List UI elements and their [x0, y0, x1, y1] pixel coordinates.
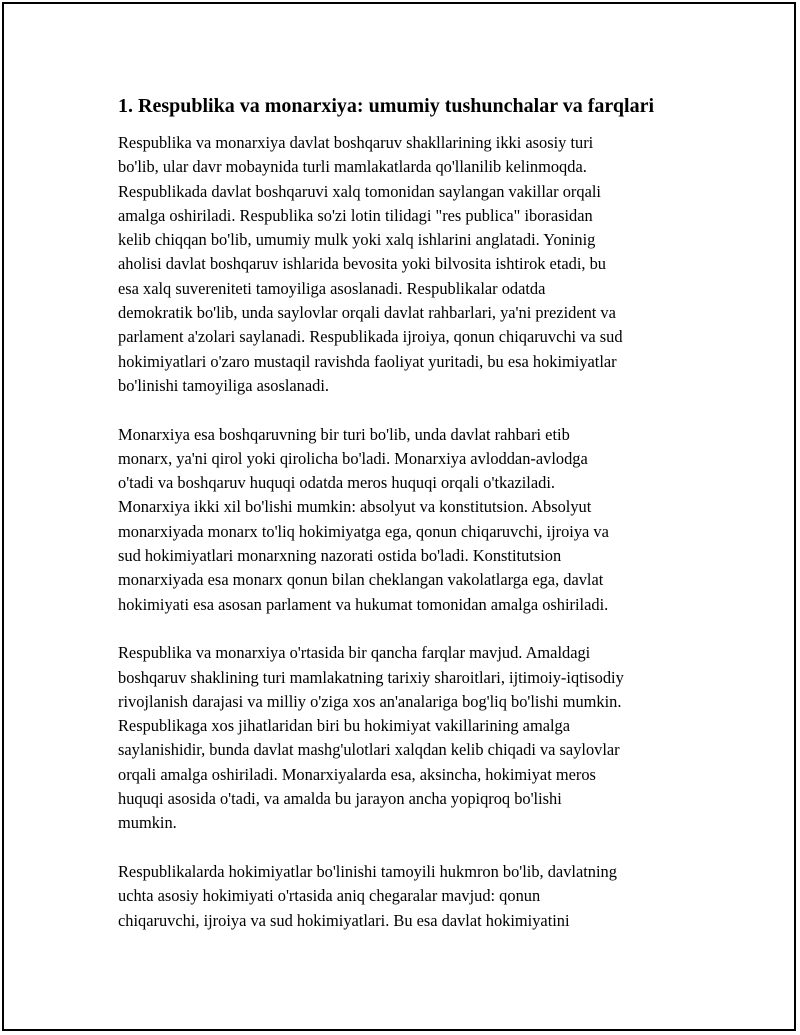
text-line: monarx, ya'ni qirol yoki qirolicha bo'ladi. Monarxiya avloddan-avlodga	[118, 448, 588, 468]
section-heading: 1. Respublika va monarxiya: umumiy tushunchalar va farqlari	[118, 95, 655, 117]
paragraph-respublika-intro	[118, 131, 692, 398]
text-line: monarxiyada monarx to'liq hokimiyatga ega, qonun chiqaruvchi, ijroiya va	[118, 521, 609, 541]
text-line: demokratik bo'lib, unda saylovlar orqali davlat rahbarlari, ya'ni prezident va	[118, 303, 616, 323]
text-line: parlament a'zolari saylanadi. Respublikada ijroiya, qonun chiqaruvchi va sud	[118, 327, 623, 347]
text-line: Respublikalarda hokimiyatlar bo'linishi tamoyili hukmron bo'lib, davlatning	[118, 861, 617, 881]
document-content	[118, 94, 692, 957]
text-line: chiqaruvchi, ijroiya va sud hokimiyatlari. Bu esa davlat hokimiyatini	[118, 910, 570, 930]
text-line: sud hokimiyatlari monarxning nazorati ostida bo'ladi. Konstitutsion	[118, 546, 562, 566]
text-line: orqali amalga oshiriladi. Monarxiyalarda esa, aksincha, hokimiyat meros	[118, 764, 596, 784]
text-line: amalga oshiriladi. Respublika so'zi lotin tilidagi "res publica" iborasidan	[118, 205, 593, 225]
paragraph-hokimiyatlar-bolinishi	[118, 860, 692, 933]
text-line: o'tadi va boshqaruv huquqi odatda meros huquqi orqali o'tkaziladi.	[118, 473, 555, 493]
text-line: Respublikaga xos jihatlaridan biri bu hokimiyat vakillarining amalga	[118, 716, 571, 736]
text-line: esa xalq suvereniteti tamoyiliga asoslanadi. Respublikalar odatda	[118, 278, 546, 298]
text-line: Respublika va monarxiya o'rtasida bir qancha farqlar mavjud. Amaldagi	[118, 643, 591, 663]
text-line: bo'lib, ular davr mobaynida turli mamlakatlarda qo'llanilib kelinmoqda.	[118, 157, 587, 177]
paragraph-monarxiya	[118, 423, 692, 617]
text-line: Monarxiya ikki xil bo'lishi mumkin: absolyut va konstitutsion. Absolyut	[118, 497, 592, 517]
text-line: huquqi asosida o'tadi, va amalda bu jarayon ancha yopiqroq bo'lishi	[118, 789, 562, 809]
text-line: Respublikada davlat boshqaruvi xalq tomonidan saylangan vakillar orqali	[118, 181, 601, 201]
text-line: bo'linishi tamoyiliga asoslanadi.	[118, 375, 329, 395]
text-line: mumkin.	[118, 813, 177, 833]
text-line: hokimiyatlari o'zaro mustaqil ravishda faoliyat yuritadi, bu esa hokimiyatlar	[118, 351, 617, 371]
text-line: uchta asosiy hokimiyati o'rtasida aniq chegaralar mavjud: qonun	[118, 886, 541, 906]
text-line: aholisi davlat boshqaruv ishlarida bevosita yoki bilvosita ishtirok etadi, bu	[118, 254, 606, 274]
text-line: Monarxiya esa boshqaruvning bir turi bo'lib, unda davlat rahbari etib	[118, 424, 570, 444]
paragraph-farqlar	[118, 641, 692, 835]
text-line: hokimiyati esa asosan parlament va hukumat tomonidan amalga oshiriladi.	[118, 594, 609, 614]
text-line: boshqaruv shaklining turi mamlakatning tarixiy sharoitlari, ijtimoiy-iqtisodiy	[118, 667, 624, 687]
text-line: rivojlanish darajasi va milliy o'ziga xos an'analariga bog'liq bo'lishi mumkin.	[118, 691, 622, 711]
text-line: kelib chiqqan bo'lib, umumiy mulk yoki xalq ishlarini anglatadi. Yoninig	[118, 230, 596, 250]
text-line: monarxiyada esa monarx qonun bilan cheklangan vakolatlarga ega, davlat	[118, 570, 604, 590]
text-line: Respublika va monarxiya davlat boshqaruv shakllarining ikki asosiy turi	[118, 133, 594, 152]
text-line: saylanishidir, bunda davlat mashg'ulotlari xalqdan kelib chiqadi va saylovlar	[118, 740, 620, 760]
